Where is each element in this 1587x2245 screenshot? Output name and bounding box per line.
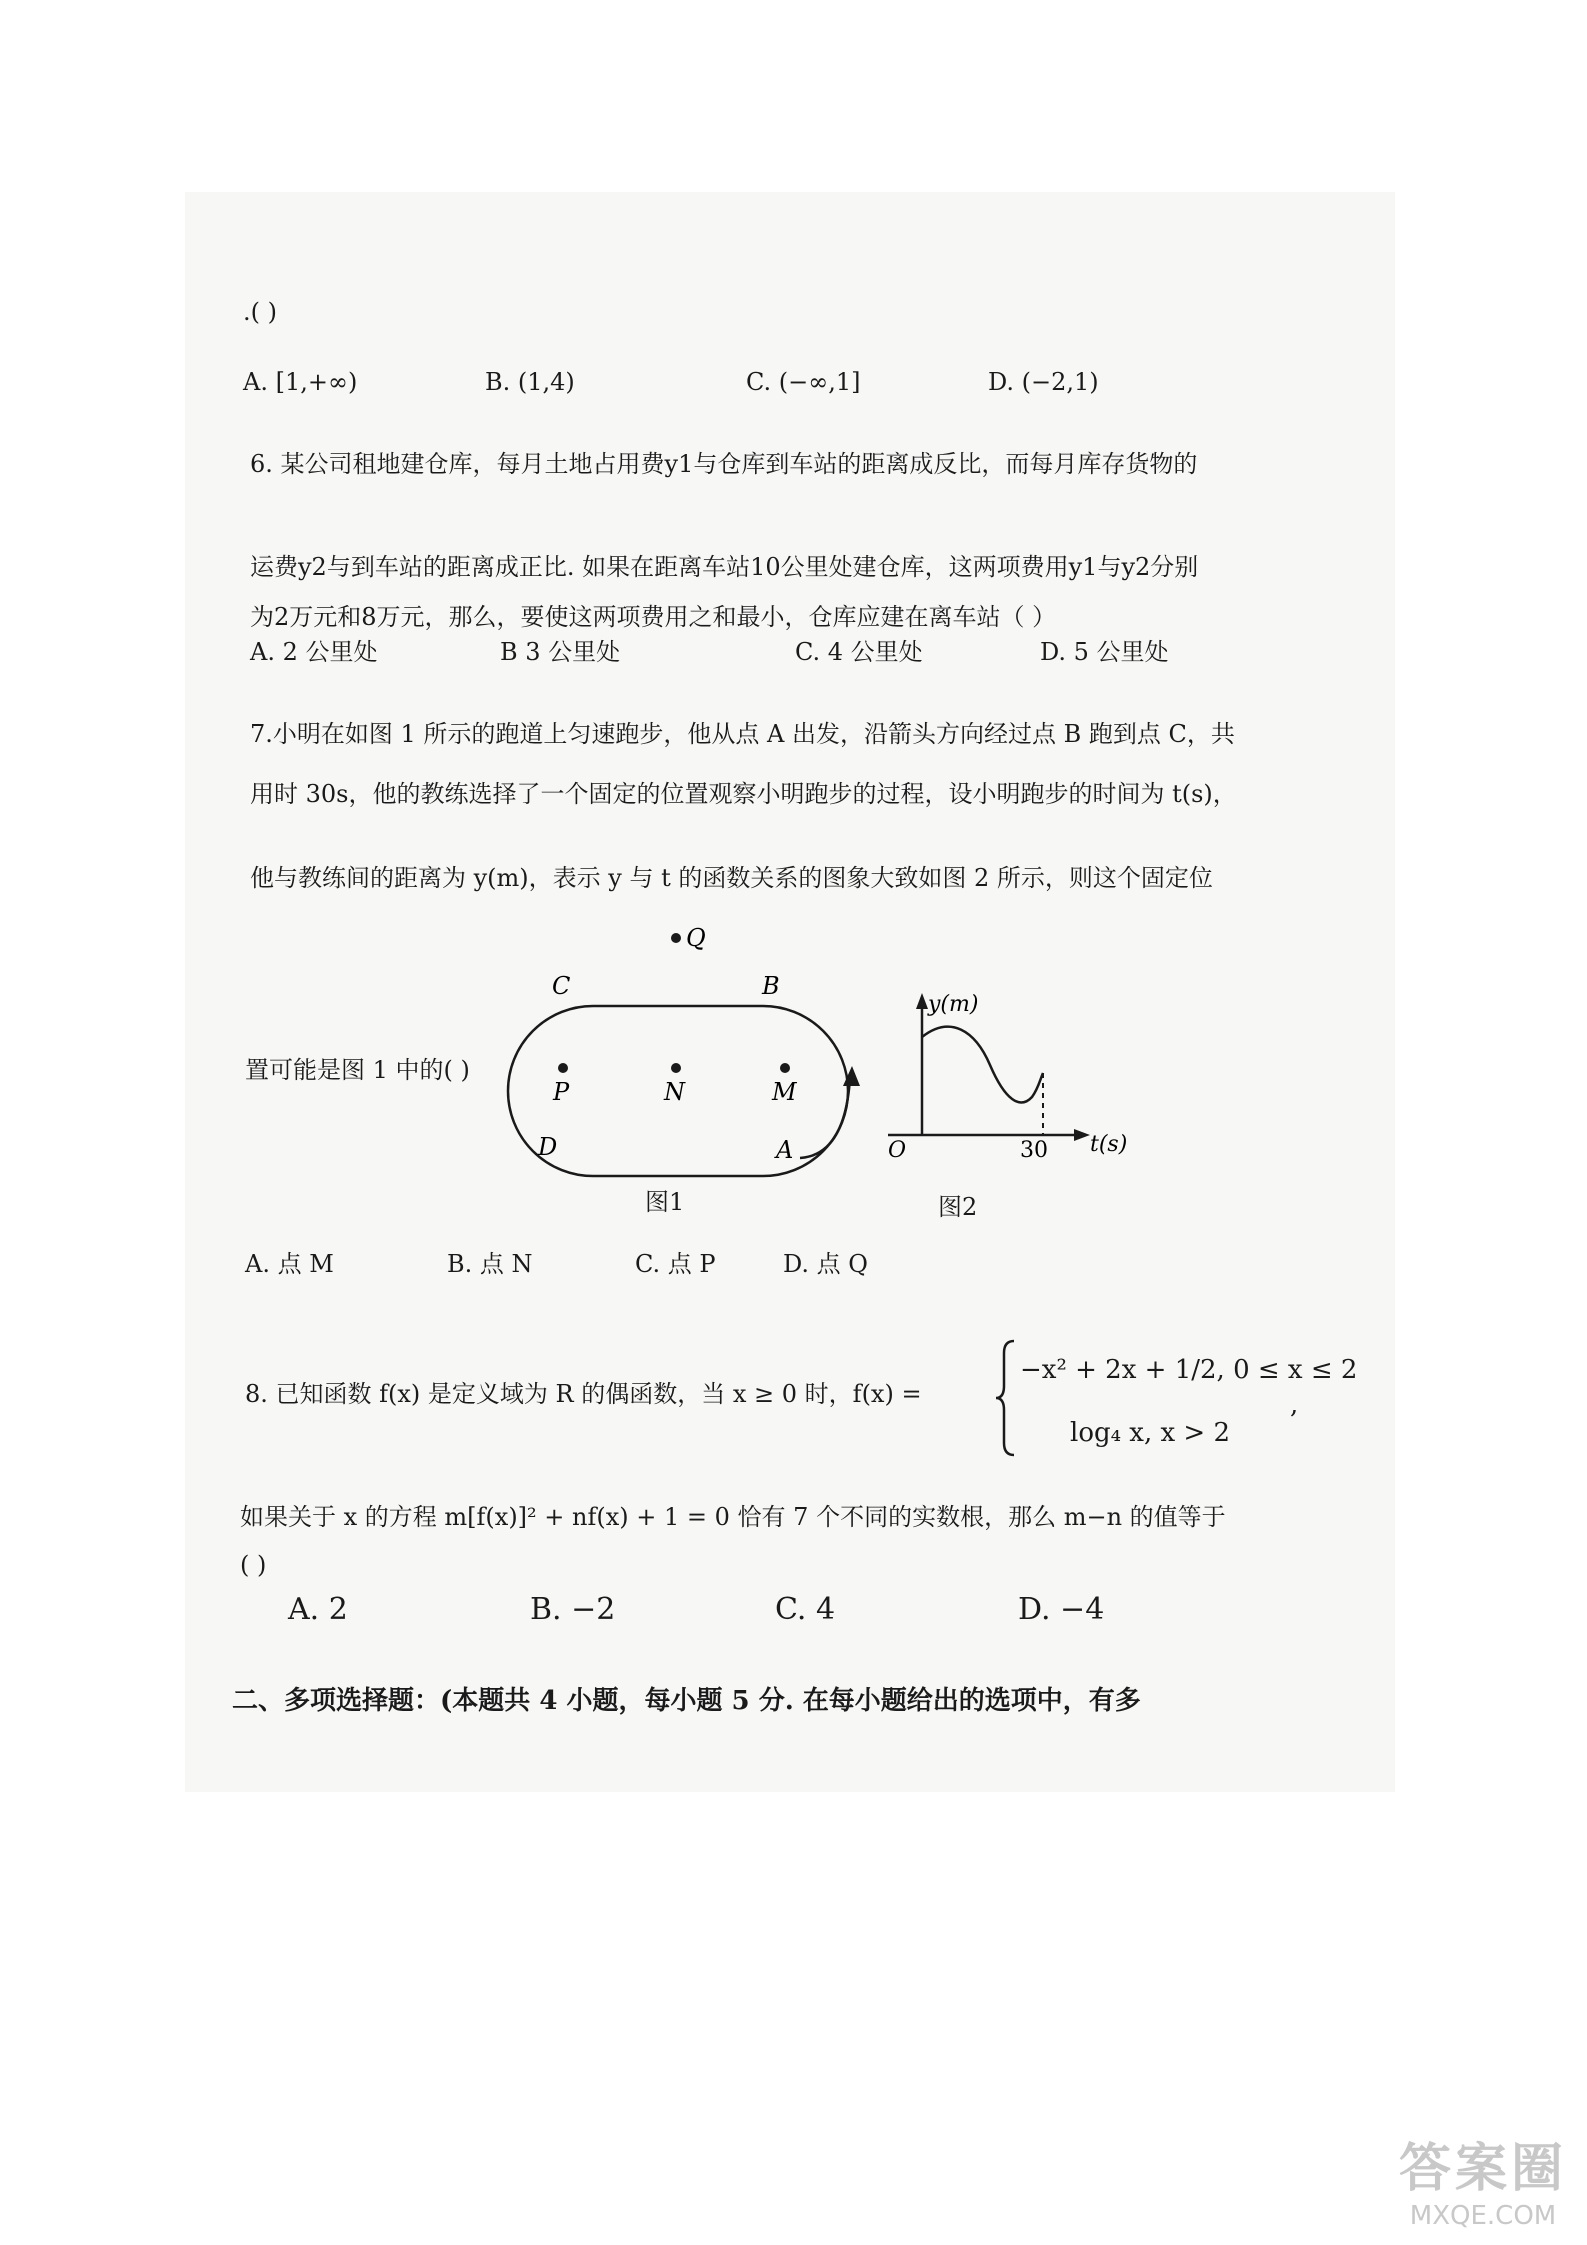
watermark <box>1399 2126 1567 2231</box>
q5-option-d: D. (−2,1) <box>988 368 1099 396</box>
point-q-dot <box>671 933 681 943</box>
piecewise-brace <box>994 1338 1018 1458</box>
q7-line-2: 用时 30s，他的教练选择了一个固定的位置观察小明跑步的过程，设小明跑步的时间为 t(s)， <box>250 780 1237 808</box>
section-2-heading: 二、多项选择题：(本题共 4 小题，每小题 5 分. 在每小题给出的选项中，有多 <box>232 1686 1141 1716</box>
x-axis-label: t(s) <box>1090 1132 1128 1157</box>
q8-option-c: C. 4 <box>775 1592 836 1627</box>
label-q: Q <box>686 924 706 952</box>
q6-option-d: D. 5 公里处 <box>1040 638 1169 666</box>
q8-option-a: A. 2 <box>288 1592 348 1627</box>
q6-option-c: C. 4 公里处 <box>795 638 923 666</box>
q5-option-b: B. (1,4) <box>485 368 575 396</box>
y-axis-label: y(m) <box>928 992 979 1017</box>
label-p: P <box>553 1078 570 1106</box>
q7-option-b: B. 点 N <box>447 1250 533 1278</box>
piecewise-case-2: log₄ x, x > 2 <box>1070 1418 1231 1448</box>
q7-line-3: 他与教练间的距离为 y(m)，表示 y 与 t 的函数关系的图象大致如图 2 所示，则这个固定位 <box>250 864 1213 892</box>
tick-30-label: 30 <box>1020 1138 1048 1160</box>
q8-line-1: 8. 已知函数 f(x) 是定义域为 R 的偶函数，当 x ≥ 0 时，f(x) = <box>245 1380 922 1408</box>
q7-option-a: A. 点 M <box>245 1250 334 1278</box>
y-axis-arrow <box>916 993 928 1009</box>
q6-option-b: B 3 公里处 <box>500 638 621 666</box>
label-n: N <box>664 1078 685 1106</box>
figure-1-caption: 图1 <box>645 1188 685 1216</box>
q6-line-2: 运费y2与到车站的距离成正比. 如果在距离车站10公里处建仓库，这两项费用y1与y2分别 <box>250 553 1199 581</box>
q6-option-a: A. 2 公里处 <box>250 638 378 666</box>
point-p-dot <box>558 1063 568 1073</box>
figure-1-track <box>500 910 900 1200</box>
q5-option-a: A. [1,+∞) <box>243 368 358 396</box>
direction-arrow-shaft <box>800 1078 850 1158</box>
point-n-dot <box>671 1063 681 1073</box>
q8-line-3: ( ) <box>240 1551 267 1579</box>
x-axis-arrow <box>1074 1129 1090 1141</box>
label-a: A <box>776 1136 794 1164</box>
watermark-url: MXQE.COM <box>1409 2201 1557 2231</box>
q8-option-d: D. −4 <box>1018 1592 1105 1627</box>
watermark-logo: 答案圈 <box>1398 2139 1567 2199</box>
q7-line-4: 置可能是图 1 中的( ) <box>245 1056 470 1084</box>
label-b: B <box>762 972 780 1000</box>
distance-curve <box>922 1027 1043 1103</box>
q5-stem-tail: .( ) <box>243 298 277 326</box>
q7-option-c: C. 点 P <box>635 1250 716 1278</box>
q7-option-d: D. 点 Q <box>783 1250 868 1278</box>
origin-label: O <box>888 1138 907 1160</box>
piecewise-comma: , <box>1290 1390 1299 1420</box>
q8-line-2: 如果关于 x 的方程 m[f(x)]² + nf(x) + 1 = 0 恰有 7 个不同的实数根，那么 m−n 的值等于 <box>240 1503 1226 1531</box>
label-m: M <box>772 1078 797 1106</box>
q5-option-c: C. (−∞,1] <box>746 368 861 396</box>
figure-2-caption: 图2 <box>938 1193 978 1221</box>
point-m-dot <box>780 1063 790 1073</box>
piecewise-case-1: −x² + 2x + 1/2, 0 ≤ x ≤ 2 <box>1020 1355 1358 1385</box>
figure-2-graph <box>880 985 1130 1160</box>
label-c: C <box>552 972 571 1000</box>
label-d: D <box>538 1133 558 1161</box>
q6-line-3: 为2万元和8万元，那么，要使这两项费用之和最小，仓库应建在离车站（ ） <box>250 603 1057 631</box>
q6-line-1: 6. 某公司租地建仓库，每月土地占用费y1与仓库到车站的距离成反比，而每月库存货物的 <box>250 450 1198 478</box>
q8-option-b: B. −2 <box>530 1592 616 1627</box>
q7-line-1: 7.小明在如图 1 所示的跑道上匀速跑步，他从点 A 出发，沿箭头方向经过点 B 跑到点 C，共 <box>250 720 1235 748</box>
